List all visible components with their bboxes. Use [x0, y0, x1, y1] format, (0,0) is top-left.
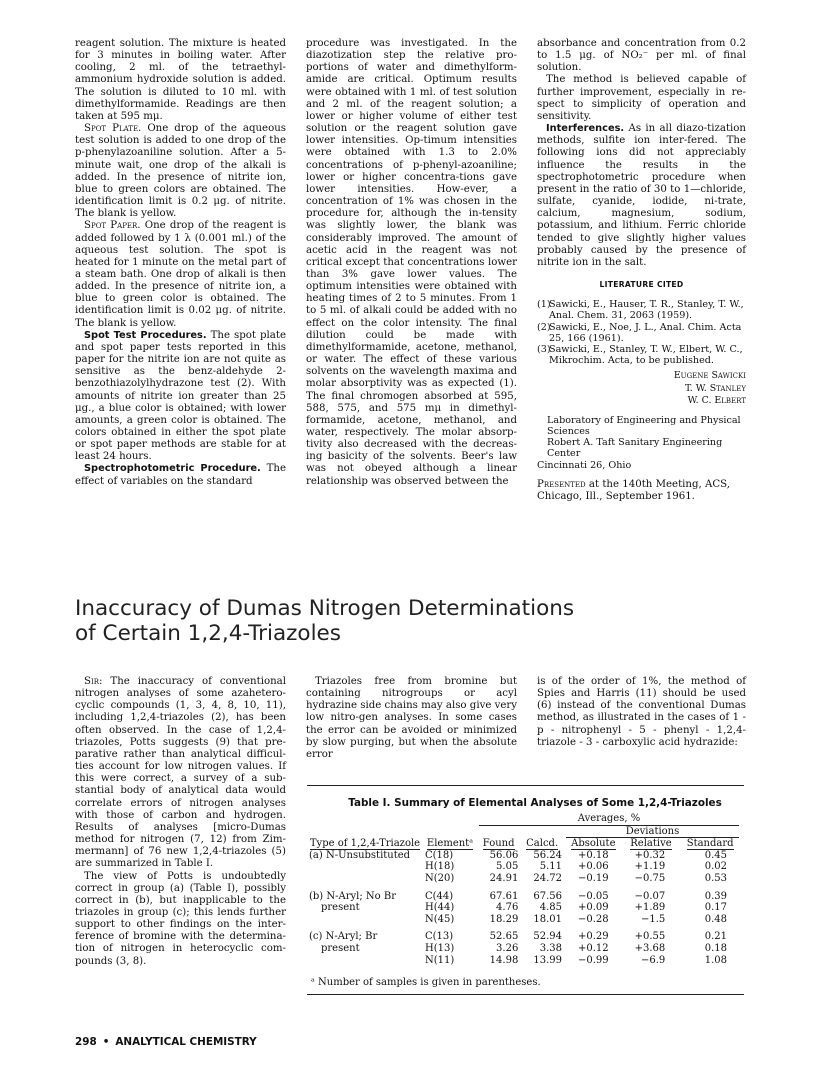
- calcd-cell: 24.72: [533, 872, 562, 884]
- standard-header-text: Standard: [686, 838, 734, 850]
- element-cell: C(13): [425, 931, 454, 943]
- reference-number: (2): [537, 321, 551, 333]
- triazole-type-cell: [307, 861, 423, 873]
- found-cell: 56.06: [489, 849, 519, 861]
- reference-text: Sawicki, E., Noe, J. L., Anal. Chim. Acta 25, 166 (1961).: [549, 321, 742, 344]
- paragraph-text: As in all diazo-tization methods, sulfite ion inter-fered. The following ions did not appreciably influence the results in the spectrophotometric procedure when present in the ratio of 30 to 1—chloride, sulfate, cyanide, iodide, ni-trate, calcium, magnesium, sodium, potassium, and lithium. Ferric chloride tended to give slightly higher values probably caused by the presence of nitrite ion in the salt.: [537, 123, 746, 268]
- relative-cell: −0.75: [634, 872, 666, 884]
- calcd-cell: 3.38: [539, 942, 562, 954]
- standard-cell: 0.17: [704, 902, 727, 914]
- absolute-cell: −0.28: [578, 913, 609, 925]
- standard-cell: 0.45: [704, 849, 727, 861]
- standard-cell: 0.21: [704, 931, 727, 943]
- paragraph: reagent solution. The mixture is heated for 3 minutes in boiling water. After cooling, 2 ml. of the tetraethyl-ammonium hydroxide solution is added. The solution is diluted to 10 ml. with dimethylformamide. Readings are then taken at 595 mμ.: [75, 38, 286, 122]
- paragraph-text: The effect of variables on the standard: [75, 463, 286, 487]
- article-column-2: [306, 676, 517, 761]
- table-footnote: ᵃ Number of samples is given in parentheses.: [311, 977, 541, 988]
- calcd-cell: 56.24: [533, 849, 562, 861]
- literature-cited-heading: LITERATURE CITED: [599, 279, 684, 289]
- reference-item: [537, 299, 746, 321]
- run-in-heading: Spot Plate.: [84, 123, 142, 135]
- table-row: [307, 873, 741, 888]
- element-cell: N(20): [425, 872, 455, 884]
- found-header-text: Found: [482, 838, 515, 850]
- paragraph-text: One drop of the aqueous test solution is added to one drop of the p-phenylazoaniline solution. After a 5-minute wait, one drop of the alkali is added. In the presence of nitrite ion, blue to green colors are obtained. The identification limit is 0.2 μg. of nitrite. The blank is yellow.: [75, 123, 287, 220]
- calcd-header-text: Calcd.: [526, 838, 559, 850]
- article-title-line: Inaccuracy of Dumas Nitrogen Determinations: [75, 596, 575, 621]
- triazole-type-cell: [307, 914, 423, 929]
- author: T. W. Stanley: [684, 382, 746, 394]
- column-header-found: [477, 826, 520, 850]
- table-row: [307, 888, 741, 903]
- absolute-cell: +0.06: [578, 861, 609, 873]
- found-cell: 52.65: [489, 931, 519, 943]
- affiliation-line: Robert A. Taft Sanitary Engineering Center: [547, 437, 723, 460]
- run-in-heading: Spot Paper.: [84, 220, 141, 232]
- table-row: [307, 850, 741, 862]
- column-header-deviations: [564, 826, 741, 839]
- column-header-relative: [623, 838, 680, 850]
- paragraph: is of the order of 1%, the method of Spies and Harris (11) should be used (6) instead of the conventional Dumas method, as illustrated in the cases of 1 - p - nitrophenyl - 5 - phenyl - 1,2,4-triazole - 3 - carboxylic acid hydrazide:: [537, 676, 746, 748]
- table-top-rule: [307, 785, 744, 786]
- found-cell: 4.76: [496, 902, 519, 914]
- paragraph: The method is believed capable of further improvement, especially in re-spect to simplicity of operation and sensitivity.: [537, 74, 746, 122]
- averages-header-text: Averages, %: [479, 813, 739, 826]
- found-cell: 14.98: [489, 954, 519, 966]
- relative-cell: −6.9: [640, 954, 666, 966]
- paragraph-text: The inaccuracy of conventional nitrogen analyses of some azahetero-cyclic compounds (1, 3, 4, 8, 10, 11), including 1,2,4-triazoles (2), has been often observed. In the case of 1,2,4-triazoles, Potts suggests (9) that pre-parative rather than analytical difficul-ties account for low nitrogen values. If this were correct, a survey of a sub-stantial body of analytical data would correlate errors of nitrogen analyses with those of carbon and hydrogen. Results of analyses [micro-Dumas method for nitrogen (7, 12) from Zim-mermann] of 76 new 1,2,4-triazoles (5) are summarized in Table I.: [75, 676, 286, 870]
- section-heading: Interferences.: [546, 123, 625, 135]
- found-cell: 24.91: [489, 872, 519, 884]
- column-header-type: [307, 813, 423, 850]
- page-footer: [75, 1036, 257, 1048]
- triazole-type-cell: [307, 955, 423, 967]
- author-list: [537, 370, 746, 406]
- triazole-type-cell: (b) N-Aryl; No Br: [309, 890, 396, 902]
- paragraph: [75, 463, 286, 487]
- affiliation-line: Cincinnati 26, Ohio: [537, 459, 632, 471]
- section-heading: Spot Test Procedures.: [84, 329, 207, 341]
- deviations-header-text: Deviations: [566, 826, 739, 839]
- found-cell: 18.29: [489, 913, 519, 925]
- relative-cell: −1.5: [640, 913, 666, 925]
- element-cell: N(45): [425, 913, 455, 925]
- article-column-3: [537, 676, 746, 749]
- relative-cell: +3.68: [634, 942, 666, 954]
- standard-cell: 0.39: [704, 890, 727, 902]
- found-cell: 3.26: [496, 942, 519, 954]
- absolute-cell: +0.18: [578, 849, 609, 861]
- reference-item: [537, 322, 746, 344]
- table-row: [307, 943, 741, 955]
- relative-cell: −0.07: [634, 890, 666, 902]
- section-heading: Spectrophotometric Procedure.: [84, 463, 261, 475]
- element-cell: H(13): [425, 942, 455, 954]
- table-title: Table I. Summary of Elemental Analyses of Some 1,2,4-Triazoles: [348, 797, 722, 809]
- relative-cell: +1.89: [634, 902, 666, 914]
- calcd-cell: 13.99: [533, 954, 562, 966]
- top-column-2: [306, 38, 517, 488]
- salutation: Sir:: [84, 676, 103, 687]
- absolute-cell: −0.99: [578, 954, 609, 966]
- journal-name: ANALYTICAL CHEMISTRY: [115, 1036, 257, 1048]
- author: Eugene Sawicki: [673, 370, 746, 382]
- article-column-1: [75, 676, 286, 968]
- column-header-element: [423, 813, 477, 850]
- paragraph: The view of Potts is undoubtedly correct in group (a) (Table I), possibly correct in (b), but inapplicable to the triazoles in group (c); this lends further support to other findings on the inter-ference of bromine with the determina-tion of nitrogen in heterocyclic com-pounds (3, 8).: [75, 870, 286, 967]
- column-header-standard: [679, 838, 741, 850]
- paragraph: absorbance and concentration from 0.2 to 1.5 μg. of NO₂⁻ per ml. of final solution.: [537, 38, 746, 74]
- standard-cell: 0.02: [704, 861, 727, 873]
- reference-item: [537, 344, 746, 366]
- element-cell: C(44): [425, 890, 454, 902]
- relative-header-text: Relative: [630, 838, 672, 850]
- presented-text: at the 140th Meeting, ACS, Chicago, Ill., September 1961.: [537, 478, 730, 502]
- page-number: 298: [75, 1036, 97, 1048]
- triazole-type-cell: (a) N-Unsubstituted: [309, 849, 411, 861]
- table-row: [307, 914, 741, 929]
- triazole-type-cell: present: [321, 902, 360, 914]
- calcd-cell: 52.94: [533, 931, 562, 943]
- column-header-absolute: [564, 838, 623, 850]
- elemental-analysis-table: [307, 813, 741, 966]
- presented-label: Presented: [537, 478, 586, 490]
- table-row: [307, 861, 741, 873]
- reference-text: Sawicki, E., Stanley, T. W., Elbert, W. C., Mikrochim. Acta, to be published.: [549, 343, 743, 367]
- reference-list: [537, 299, 746, 366]
- found-cell: 5.05: [496, 861, 519, 873]
- reference-text: Sawicki, E., Hauser, T. R., Stanley, T. W., Anal. Chem. 31, 2063 (1959).: [549, 299, 744, 322]
- standard-cell: 0.18: [704, 942, 727, 954]
- absolute-cell: −0.05: [578, 890, 609, 902]
- paragraph: [75, 123, 286, 220]
- table-body: [307, 850, 741, 966]
- paragraph: [537, 123, 746, 269]
- relative-cell: +0.55: [634, 931, 666, 943]
- standard-cell: 0.53: [704, 872, 727, 884]
- table-bottom-rule: [307, 994, 744, 995]
- relative-cell: +0.32: [634, 849, 666, 861]
- reference-number: (3): [537, 343, 551, 355]
- triazole-type-cell: present: [321, 942, 360, 954]
- presented-note: [537, 479, 746, 503]
- element-cell: H(44): [425, 902, 455, 914]
- paragraph: procedure was investigated. In the diazotization step the relative pro-portions of water and dimethylform-amide are critical. Optimum results were obtained with 1 ml. of test solution and 2 ml. of the reagent solution; a lower or higher volume of either test solution or the reagent solution gave lower intensities. Op-timum intensities were obtained with 1.3 to 2.0% concentrations of p-phenyl-azoaniline; lower or higher concentra-tions gave lower intensities. How-ever, a concentration of 1% was chosen in the procedure for, although the in-tensity was slightly lower, the blank was considerably improved. The amount of acetic acid in the reagent was not critical except that concentrations lower than 3% gave lower values. The optimum intensities were obtained with heating times of 2 to 5 minutes. From 1 to 5 ml. of alkali could be added with no effect on the color intensity. The final dilution could be made with dimethylformamide, acetone, methanol, or water. The effect of these various solvents on the wavelength maxima and molar absorptivity was as expected (1). The final chromogen absorbed at 595, 588, 575, and 575 mμ in dimethyl-formamide, acetone, methanol, and water, respectively. The molar absorp-tivity also decreased with the decreas-ing basicity of the solvents. Beer's law was not obeyed although a linear relationship was observed between the: [306, 38, 517, 487]
- element-cell: H(18): [425, 861, 455, 873]
- paragraph: [75, 220, 286, 329]
- table-header: [307, 813, 741, 850]
- element-cell: C(18): [425, 849, 454, 861]
- author: W. C. Elbert: [687, 394, 746, 406]
- absolute-cell: +0.09: [578, 902, 609, 914]
- table-row: [307, 902, 741, 914]
- absolute-cell: +0.12: [578, 942, 609, 954]
- reference-number: (1): [537, 299, 551, 311]
- article-title: [75, 596, 595, 646]
- absolute-cell: +0.29: [578, 931, 609, 943]
- paragraph-text: One drop of the reagent is added followed by 1 λ (0.001 ml.) of the aqueous test solution. The spot is heated for 1 minute on the metal part of a steam bath. One drop of alkali is then added. In the presence of nitrite ion, a blue to green color is obtained. The identification limit is 0.02 μg. of nitrite. The blank is yellow.: [75, 220, 286, 329]
- affiliation: [537, 415, 746, 471]
- element-header-text: Elementᵃ: [426, 838, 474, 850]
- bullet-separator: •: [102, 1036, 110, 1048]
- triazole-type-cell: (c) N-Aryl; Br: [309, 931, 378, 943]
- absolute-header-text: Absolute: [571, 838, 616, 850]
- paragraph: [75, 676, 286, 871]
- paragraph: [75, 330, 286, 464]
- relative-cell: +1.19: [634, 861, 666, 873]
- calcd-cell: 4.85: [539, 902, 562, 914]
- calcd-cell: 18.01: [533, 913, 562, 925]
- triazole-type-cell: [307, 873, 423, 888]
- column-header-calcd: [520, 826, 564, 850]
- column-header-averages: [477, 813, 741, 826]
- type-header-text: Type of 1,2,4-Triazole: [309, 837, 421, 849]
- table-row: [307, 955, 741, 967]
- standard-cell: 0.48: [704, 913, 727, 925]
- paragraph: Triazoles free from bromine but containing nitrogroups or acyl hydrazine side chains may also give very low nitro-gen analyses. In some cases the error can be avoided or minimized by slow purging, but when the absolute error: [306, 676, 518, 760]
- affiliation-line: Laboratory of Engineering and Physical Sciences: [547, 414, 741, 438]
- top-column-3: [537, 38, 746, 503]
- article-title-line: of Certain 1,2,4-Triazoles: [75, 621, 341, 646]
- paragraph-text: The spot plate and spot paper tests reported in this paper for the nitrite ion are not quite as sensitive as the benz-aldehyde 2-benzothiazolylhydrazone test (2). With amounts of nitrite ion greater than 25 μg., a blue color is obtained; with lower amounts, a green color is obtained. The colors obtained in either the spot plate or spot paper methods are stable for at least 24 hours.: [75, 329, 286, 463]
- top-column-1: [75, 38, 286, 488]
- calcd-cell: 67.56: [533, 890, 562, 902]
- calcd-cell: 5.11: [539, 861, 562, 873]
- table-row: [307, 928, 741, 943]
- absolute-cell: −0.19: [578, 872, 609, 884]
- element-cell: N(11): [425, 954, 455, 966]
- found-cell: 67.61: [489, 890, 519, 902]
- standard-cell: 1.08: [704, 954, 727, 966]
